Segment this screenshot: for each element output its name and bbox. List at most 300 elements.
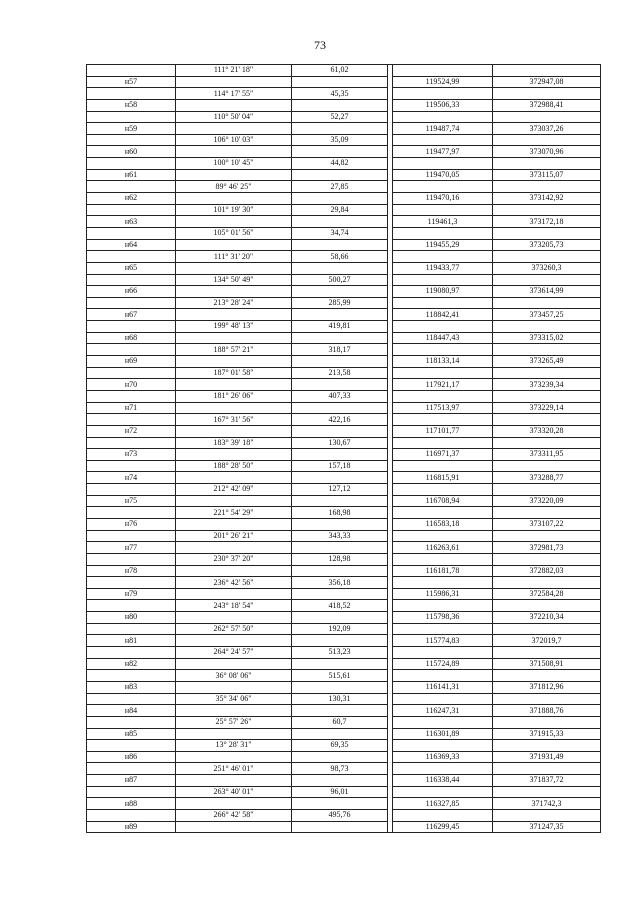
distance-cell: 356,18 bbox=[292, 577, 388, 589]
point-row bbox=[87, 99, 601, 111]
empty-cell bbox=[393, 693, 493, 705]
point-row bbox=[87, 76, 601, 88]
empty-cell bbox=[292, 472, 388, 484]
empty-cell bbox=[87, 740, 176, 752]
point-id-cell: н87 bbox=[87, 775, 176, 787]
empty-cell bbox=[393, 716, 493, 728]
empty-cell bbox=[176, 472, 292, 484]
empty-cell bbox=[87, 716, 176, 728]
empty-cell bbox=[176, 402, 292, 414]
point-id-cell: н66 bbox=[87, 286, 176, 298]
empty-cell bbox=[493, 553, 601, 565]
angle-cell: 183° 39' 18" bbox=[176, 437, 292, 449]
empty-cell bbox=[292, 76, 388, 88]
y-coordinate-cell: 372019,7 bbox=[493, 635, 601, 647]
x-coordinate-cell: 116327,85 bbox=[393, 798, 493, 810]
point-row bbox=[87, 728, 601, 740]
distance-cell: 343,33 bbox=[292, 530, 388, 542]
angle-cell: 188° 28' 50" bbox=[176, 460, 292, 472]
empty-cell bbox=[292, 588, 388, 600]
y-coordinate-cell: 373229,14 bbox=[493, 402, 601, 414]
x-coordinate-cell: 119470,05 bbox=[393, 169, 493, 181]
empty-cell bbox=[393, 297, 493, 309]
y-coordinate-cell: 373172,18 bbox=[493, 216, 601, 228]
distance-cell: 157,18 bbox=[292, 460, 388, 472]
empty-cell bbox=[87, 321, 176, 333]
y-coordinate-cell: 373070,96 bbox=[493, 146, 601, 158]
distance-cell: 418,52 bbox=[292, 600, 388, 612]
distance-cell: 192,09 bbox=[292, 623, 388, 635]
angle-cell: 110° 50' 04" bbox=[176, 111, 292, 123]
empty-cell bbox=[176, 798, 292, 810]
empty-cell bbox=[87, 810, 176, 822]
empty-cell bbox=[493, 810, 601, 822]
angle-row bbox=[87, 297, 601, 309]
distance-cell: 513,23 bbox=[292, 647, 388, 659]
x-coordinate-cell: 118447,43 bbox=[393, 332, 493, 344]
empty-cell bbox=[393, 786, 493, 798]
empty-cell bbox=[292, 821, 388, 833]
empty-cell bbox=[292, 635, 388, 647]
angle-cell: 199° 48' 13" bbox=[176, 321, 292, 333]
distance-cell: 422,16 bbox=[292, 414, 388, 426]
point-id-cell: н79 bbox=[87, 588, 176, 600]
empty-cell bbox=[393, 647, 493, 659]
empty-cell bbox=[493, 344, 601, 356]
distance-cell: 44,82 bbox=[292, 158, 388, 170]
empty-cell bbox=[87, 65, 176, 77]
empty-cell bbox=[176, 425, 292, 437]
angle-row bbox=[87, 437, 601, 449]
point-id-cell: н74 bbox=[87, 472, 176, 484]
empty-cell bbox=[87, 111, 176, 123]
x-coordinate-cell: 116815,91 bbox=[393, 472, 493, 484]
point-row bbox=[87, 402, 601, 414]
y-coordinate-cell: 371931,49 bbox=[493, 751, 601, 763]
empty-cell bbox=[493, 763, 601, 775]
empty-cell bbox=[493, 716, 601, 728]
x-coordinate-cell: 115724,89 bbox=[393, 658, 493, 670]
x-coordinate-cell: 116299,45 bbox=[393, 821, 493, 833]
empty-cell bbox=[176, 76, 292, 88]
empty-cell bbox=[292, 379, 388, 391]
angle-row bbox=[87, 390, 601, 402]
angle-row bbox=[87, 460, 601, 472]
empty-cell bbox=[292, 169, 388, 181]
empty-cell bbox=[493, 623, 601, 635]
x-coordinate-cell: 119524,99 bbox=[393, 76, 493, 88]
empty-cell bbox=[393, 204, 493, 216]
x-coordinate-cell: 117921,17 bbox=[393, 379, 493, 391]
x-coordinate-cell: 119461,3 bbox=[393, 216, 493, 228]
angle-cell: 187° 01' 58" bbox=[176, 367, 292, 379]
angle-cell: 212° 42' 09" bbox=[176, 484, 292, 496]
empty-cell bbox=[87, 577, 176, 589]
empty-cell bbox=[393, 577, 493, 589]
empty-cell bbox=[393, 623, 493, 635]
empty-cell bbox=[176, 146, 292, 158]
empty-cell bbox=[393, 111, 493, 123]
empty-cell bbox=[176, 565, 292, 577]
angle-cell: 263° 40' 01" bbox=[176, 786, 292, 798]
point-id-cell: н75 bbox=[87, 495, 176, 507]
point-id-cell: н81 bbox=[87, 635, 176, 647]
empty-cell bbox=[393, 600, 493, 612]
empty-cell bbox=[176, 216, 292, 228]
empty-cell bbox=[176, 775, 292, 787]
point-id-cell: н64 bbox=[87, 239, 176, 251]
point-row bbox=[87, 542, 601, 554]
empty-cell bbox=[493, 484, 601, 496]
distance-cell: 69,35 bbox=[292, 740, 388, 752]
x-coordinate-cell: 115774,83 bbox=[393, 635, 493, 647]
empty-cell bbox=[493, 204, 601, 216]
empty-cell bbox=[292, 658, 388, 670]
point-row bbox=[87, 495, 601, 507]
point-row bbox=[87, 472, 601, 484]
distance-cell: 27,85 bbox=[292, 181, 388, 193]
empty-cell bbox=[493, 786, 601, 798]
point-id-cell: н78 bbox=[87, 565, 176, 577]
empty-cell bbox=[393, 460, 493, 472]
empty-cell bbox=[493, 274, 601, 286]
point-row bbox=[87, 309, 601, 321]
angle-row bbox=[87, 65, 601, 77]
y-coordinate-cell: 373457,25 bbox=[493, 309, 601, 321]
point-id-cell: н80 bbox=[87, 612, 176, 624]
angle-row bbox=[87, 367, 601, 379]
empty-cell bbox=[87, 553, 176, 565]
empty-cell bbox=[176, 612, 292, 624]
distance-cell: 213,58 bbox=[292, 367, 388, 379]
x-coordinate-cell: 119506,33 bbox=[393, 99, 493, 111]
x-coordinate-cell: 119470,16 bbox=[393, 193, 493, 205]
distance-cell: 61,02 bbox=[292, 65, 388, 77]
y-coordinate-cell: 372210,34 bbox=[493, 612, 601, 624]
x-coordinate-cell: 116181,78 bbox=[393, 565, 493, 577]
distance-cell: 35,09 bbox=[292, 134, 388, 146]
empty-cell bbox=[87, 297, 176, 309]
empty-cell bbox=[393, 763, 493, 775]
empty-cell bbox=[493, 367, 601, 379]
point-id-cell: н58 bbox=[87, 99, 176, 111]
point-row bbox=[87, 798, 601, 810]
x-coordinate-cell: 115798,36 bbox=[393, 612, 493, 624]
empty-cell bbox=[176, 262, 292, 274]
empty-cell bbox=[176, 705, 292, 717]
angle-cell: 101° 19' 30" bbox=[176, 204, 292, 216]
distance-cell: 285,99 bbox=[292, 297, 388, 309]
point-row bbox=[87, 356, 601, 368]
angle-cell: 89° 46' 25" bbox=[176, 181, 292, 193]
empty-cell bbox=[87, 437, 176, 449]
angle-cell: 236° 42' 56" bbox=[176, 577, 292, 589]
point-id-cell: н86 bbox=[87, 751, 176, 763]
empty-cell bbox=[87, 158, 176, 170]
empty-cell bbox=[176, 658, 292, 670]
distance-cell: 52,27 bbox=[292, 111, 388, 123]
empty-cell bbox=[87, 460, 176, 472]
point-id-cell: н70 bbox=[87, 379, 176, 391]
point-id-cell: н72 bbox=[87, 425, 176, 437]
point-id-cell: н77 bbox=[87, 542, 176, 554]
angle-row bbox=[87, 810, 601, 822]
y-coordinate-cell: 373315,02 bbox=[493, 332, 601, 344]
coordinates-table bbox=[86, 64, 600, 833]
angle-row bbox=[87, 88, 601, 100]
empty-cell bbox=[87, 670, 176, 682]
empty-cell bbox=[493, 530, 601, 542]
y-coordinate-cell: 373115,07 bbox=[493, 169, 601, 181]
empty-cell bbox=[493, 181, 601, 193]
distance-cell: 130,67 bbox=[292, 437, 388, 449]
empty-cell bbox=[493, 321, 601, 333]
empty-cell bbox=[393, 134, 493, 146]
empty-cell bbox=[493, 414, 601, 426]
angle-row bbox=[87, 786, 601, 798]
point-row bbox=[87, 169, 601, 181]
point-id-cell: н71 bbox=[87, 402, 176, 414]
y-coordinate-cell: 371837,72 bbox=[493, 775, 601, 787]
empty-cell bbox=[87, 204, 176, 216]
x-coordinate-cell: 119455,29 bbox=[393, 239, 493, 251]
x-coordinate-cell: 118842,41 bbox=[393, 309, 493, 321]
empty-cell bbox=[493, 600, 601, 612]
point-row bbox=[87, 705, 601, 717]
x-coordinate-cell: 119080,97 bbox=[393, 286, 493, 298]
angle-cell: 36° 08' 06" bbox=[176, 670, 292, 682]
point-row bbox=[87, 332, 601, 344]
angle-cell: 100° 10' 45" bbox=[176, 158, 292, 170]
x-coordinate-cell: 116141,31 bbox=[393, 681, 493, 693]
empty-cell bbox=[292, 332, 388, 344]
empty-cell bbox=[493, 740, 601, 752]
distance-cell: 58,66 bbox=[292, 251, 388, 263]
distance-cell: 419,81 bbox=[292, 321, 388, 333]
empty-cell bbox=[493, 670, 601, 682]
empty-cell bbox=[493, 88, 601, 100]
y-coordinate-cell: 372584,28 bbox=[493, 588, 601, 600]
empty-cell bbox=[393, 251, 493, 263]
angle-row bbox=[87, 344, 601, 356]
empty-cell bbox=[393, 810, 493, 822]
angle-cell: 111° 21' 18" bbox=[176, 65, 292, 77]
empty-cell bbox=[292, 146, 388, 158]
x-coordinate-cell: 118133,14 bbox=[393, 356, 493, 368]
point-id-cell: н62 bbox=[87, 193, 176, 205]
point-row bbox=[87, 588, 601, 600]
point-row bbox=[87, 612, 601, 624]
empty-cell bbox=[292, 402, 388, 414]
empty-cell bbox=[493, 158, 601, 170]
angle-row bbox=[87, 577, 601, 589]
y-coordinate-cell: 373205,73 bbox=[493, 239, 601, 251]
empty-cell bbox=[493, 390, 601, 402]
empty-cell bbox=[292, 356, 388, 368]
distance-cell: 60,7 bbox=[292, 716, 388, 728]
empty-cell bbox=[87, 134, 176, 146]
angle-row bbox=[87, 647, 601, 659]
y-coordinate-cell: 371508,91 bbox=[493, 658, 601, 670]
y-coordinate-cell: 372882,03 bbox=[493, 565, 601, 577]
point-id-cell: н84 bbox=[87, 705, 176, 717]
x-coordinate-cell: 115986,31 bbox=[393, 588, 493, 600]
empty-cell bbox=[176, 123, 292, 135]
empty-cell bbox=[292, 798, 388, 810]
empty-cell bbox=[176, 821, 292, 833]
distance-cell: 130,31 bbox=[292, 693, 388, 705]
distance-cell: 500,27 bbox=[292, 274, 388, 286]
empty-cell bbox=[493, 437, 601, 449]
empty-cell bbox=[176, 542, 292, 554]
y-coordinate-cell: 372988,41 bbox=[493, 99, 601, 111]
empty-cell bbox=[176, 286, 292, 298]
empty-cell bbox=[393, 414, 493, 426]
point-row bbox=[87, 821, 601, 833]
empty-cell bbox=[292, 542, 388, 554]
angle-cell: 13° 28' 31" bbox=[176, 740, 292, 752]
y-coordinate-cell: 371742,3 bbox=[493, 798, 601, 810]
distance-cell: 318,17 bbox=[292, 344, 388, 356]
empty-cell bbox=[292, 99, 388, 111]
distance-cell: 98,73 bbox=[292, 763, 388, 775]
empty-cell bbox=[393, 274, 493, 286]
angle-row bbox=[87, 134, 601, 146]
angle-row bbox=[87, 530, 601, 542]
y-coordinate-cell: 371812,96 bbox=[493, 681, 601, 693]
distance-cell: 34,74 bbox=[292, 227, 388, 239]
empty-cell bbox=[393, 181, 493, 193]
empty-cell bbox=[176, 309, 292, 321]
empty-cell bbox=[87, 274, 176, 286]
y-coordinate-cell: 373614,99 bbox=[493, 286, 601, 298]
empty-cell bbox=[493, 111, 601, 123]
angle-row bbox=[87, 623, 601, 635]
point-id-cell: н82 bbox=[87, 658, 176, 670]
angle-cell: 243° 18' 54" bbox=[176, 600, 292, 612]
distance-cell: 29,84 bbox=[292, 204, 388, 216]
empty-cell bbox=[493, 251, 601, 263]
empty-cell bbox=[493, 647, 601, 659]
point-id-cell: н61 bbox=[87, 169, 176, 181]
y-coordinate-cell: 373288,77 bbox=[493, 472, 601, 484]
empty-cell bbox=[292, 565, 388, 577]
y-coordinate-cell: 373220,09 bbox=[493, 495, 601, 507]
point-id-cell: н85 bbox=[87, 728, 176, 740]
empty-cell bbox=[393, 437, 493, 449]
point-row bbox=[87, 123, 601, 135]
empty-cell bbox=[176, 681, 292, 693]
empty-cell bbox=[87, 600, 176, 612]
empty-cell bbox=[87, 227, 176, 239]
angle-row bbox=[87, 274, 601, 286]
angle-cell: 134° 50' 49" bbox=[176, 274, 292, 286]
y-coordinate-cell: 371247,35 bbox=[493, 821, 601, 833]
distance-cell: 128,98 bbox=[292, 553, 388, 565]
empty-cell bbox=[87, 344, 176, 356]
empty-cell bbox=[176, 635, 292, 647]
angle-cell: 25° 57' 26" bbox=[176, 716, 292, 728]
empty-cell bbox=[393, 530, 493, 542]
x-coordinate-cell: 116301,89 bbox=[393, 728, 493, 740]
empty-cell bbox=[87, 414, 176, 426]
angle-row bbox=[87, 181, 601, 193]
x-coordinate-cell: 116708,94 bbox=[393, 495, 493, 507]
empty-cell bbox=[493, 134, 601, 146]
empty-cell bbox=[292, 216, 388, 228]
y-coordinate-cell: 373260,3 bbox=[493, 262, 601, 274]
empty-cell bbox=[87, 181, 176, 193]
empty-cell bbox=[87, 786, 176, 798]
empty-cell bbox=[176, 518, 292, 530]
empty-cell bbox=[292, 751, 388, 763]
angle-row bbox=[87, 227, 601, 239]
y-coordinate-cell: 373320,28 bbox=[493, 425, 601, 437]
point-id-cell: н88 bbox=[87, 798, 176, 810]
point-row bbox=[87, 216, 601, 228]
empty-cell bbox=[176, 169, 292, 181]
empty-cell bbox=[176, 588, 292, 600]
empty-cell bbox=[292, 239, 388, 251]
point-row bbox=[87, 681, 601, 693]
point-id-cell: н60 bbox=[87, 146, 176, 158]
empty-cell bbox=[393, 740, 493, 752]
empty-cell bbox=[87, 251, 176, 263]
empty-cell bbox=[87, 763, 176, 775]
point-id-cell: н73 bbox=[87, 449, 176, 461]
y-coordinate-cell: 373107,22 bbox=[493, 518, 601, 530]
distance-cell: 45,35 bbox=[292, 88, 388, 100]
angle-cell: 201° 26' 21" bbox=[176, 530, 292, 542]
y-coordinate-cell: 373265,49 bbox=[493, 356, 601, 368]
angle-cell: 251° 46' 01" bbox=[176, 763, 292, 775]
empty-cell bbox=[176, 379, 292, 391]
point-row bbox=[87, 146, 601, 158]
empty-cell bbox=[292, 262, 388, 274]
distance-cell: 96,01 bbox=[292, 786, 388, 798]
empty-cell bbox=[393, 484, 493, 496]
x-coordinate-cell: 116247,31 bbox=[393, 705, 493, 717]
angle-row bbox=[87, 670, 601, 682]
x-coordinate-cell: 116338,44 bbox=[393, 775, 493, 787]
empty-cell bbox=[393, 390, 493, 402]
point-id-cell: н67 bbox=[87, 309, 176, 321]
angle-row bbox=[87, 414, 601, 426]
point-row bbox=[87, 775, 601, 787]
empty-cell bbox=[176, 239, 292, 251]
point-row bbox=[87, 658, 601, 670]
distance-cell: 168,98 bbox=[292, 507, 388, 519]
angle-cell: 266° 42' 58" bbox=[176, 810, 292, 822]
angle-cell: 106° 10' 03" bbox=[176, 134, 292, 146]
y-coordinate-cell: 373037,26 bbox=[493, 123, 601, 135]
x-coordinate-cell: 119477,97 bbox=[393, 146, 493, 158]
angle-row bbox=[87, 553, 601, 565]
distance-cell: 495,76 bbox=[292, 810, 388, 822]
angle-cell: 262° 57' 50" bbox=[176, 623, 292, 635]
angle-cell: 213° 28' 24" bbox=[176, 297, 292, 309]
empty-cell bbox=[393, 65, 493, 77]
empty-cell bbox=[87, 507, 176, 519]
empty-cell bbox=[87, 484, 176, 496]
angle-row bbox=[87, 251, 601, 263]
angle-cell: 167° 31' 56" bbox=[176, 414, 292, 426]
point-id-cell: н57 bbox=[87, 76, 176, 88]
angle-row bbox=[87, 716, 601, 728]
page-number: 73 bbox=[314, 38, 326, 52]
angle-row bbox=[87, 111, 601, 123]
empty-cell bbox=[292, 449, 388, 461]
